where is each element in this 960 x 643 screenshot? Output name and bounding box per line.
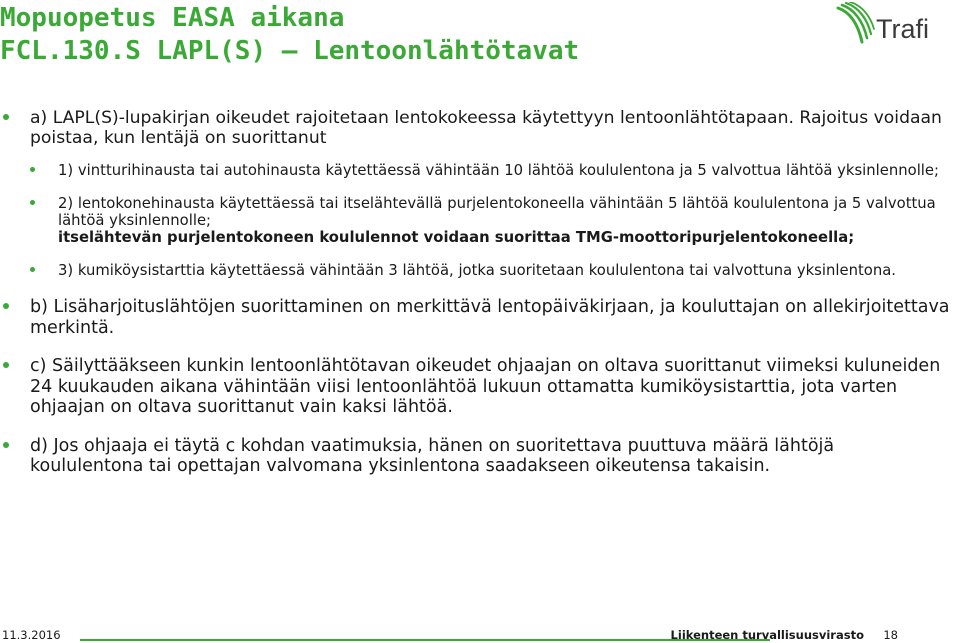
list-item-c-text: c) Säilyttääkseen kunkin lentoonlähtötavan oikeudet ohjaajan on oltava suorittanut viimeksi kuluneiden 24 kuukauden aikana vähintään viisi lentoonlähtöä lukuun ottamatta kumiköysistarttia, jota varten ohjaajan on oltava suorittanut vain kaksi lähtöä. xyxy=(30,356,941,417)
trafi-logo xyxy=(836,2,954,50)
list-item-a-text: a) LAPL(S)-lupakirjan oikeudet rajoitetaan lentokokeessa käytettyyn lentoonlähtötapaan. Rajoitus voidaan poistaa, kun lentäjä on suorittanut xyxy=(30,108,942,148)
trafi-swoosh-icon xyxy=(836,2,954,50)
sub-list-item-1 xyxy=(28,162,952,179)
sub-list-item-2-text: 2) lentokonehinausta käytettäessä tai itselähtevällä purjelentokoneella vähintään 5 lähtöä koululentona ja 5 valvottua lähtöä yksinlennolle; xyxy=(58,195,936,229)
slide-footer xyxy=(0,627,960,643)
footer-organization: Liikenteen turvallisuusvirasto xyxy=(670,628,864,642)
slide-title xyxy=(0,2,579,68)
list-item-b-text: b) Lisäharjoituslähtöjen suorittaminen on merkittävä lentopäiväkirjaan, ja kouluttajan on allekirjoitettava merkintä. xyxy=(30,297,950,338)
slide-title-line-2: FCL.130.S LAPL(S) – Lentoonlähtötavat xyxy=(0,36,580,66)
list-item-a xyxy=(0,108,952,148)
trafi-logo-text: Trafi xyxy=(876,14,929,44)
list-item-d xyxy=(0,436,952,477)
list-item-c xyxy=(0,356,952,418)
page-number: 18 xyxy=(883,628,898,642)
list-item-b xyxy=(0,297,952,338)
sub-list-item-3-text: 3) kumiköysistarttia käytettäessä vähintään 3 lähtöä, jotka suoritetaan koululentona tai valvottuna yksinlentona. xyxy=(58,262,896,279)
sub-list-item-1-text: 1) vintturihinausta tai autohinausta käytettäessä vähintään 10 lähtöä koululentona ja 5 valvottua lähtöä yksinlennolle; xyxy=(58,162,940,179)
slide-body xyxy=(0,108,952,477)
list-item-d-text: d) Jos ohjaaja ei täytä c kohdan vaatimuksia, hänen on suoritettava puuttuva määrä lähtöjä koululentona tai opettajan valvomana yksinlentona saadakseen oikeutensa takaisin. xyxy=(30,435,835,476)
sub-list-item-2 xyxy=(28,195,952,246)
sub-list-item-2-note: itselähtevän purjelentokoneen koululennot voidaan suorittaa TMG-moottoripurjelentokoneella; xyxy=(58,229,855,246)
footer-divider xyxy=(80,639,770,641)
footer-date: 11.3.2016 xyxy=(2,628,61,642)
sub-list-item-3 xyxy=(28,262,952,279)
slide-title-line-1: Mopuopetus EASA aikana xyxy=(0,3,345,33)
